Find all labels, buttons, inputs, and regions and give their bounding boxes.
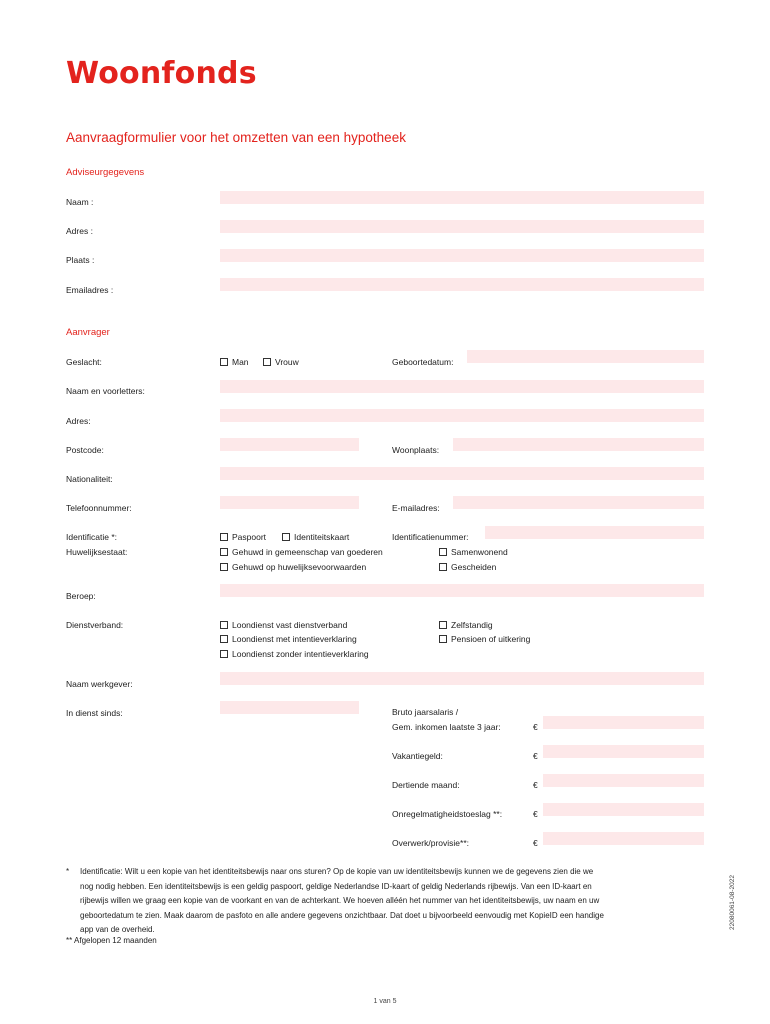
- advisor-city-field[interactable]: [220, 249, 704, 262]
- employment-self-checkbox[interactable]: Zelfstandig: [439, 620, 493, 630]
- phone-field[interactable]: [220, 496, 359, 509]
- overtime-field[interactable]: [543, 832, 704, 845]
- checkbox-icon: [220, 563, 228, 571]
- advisor-email-label: Emailadres :: [66, 285, 114, 295]
- profession-field[interactable]: [220, 584, 704, 597]
- advisor-email-field[interactable]: [220, 278, 704, 291]
- gender-woman-checkbox[interactable]: Vrouw: [263, 357, 299, 367]
- checkbox-icon: [220, 621, 228, 629]
- checkbox-icon: [220, 548, 228, 556]
- checkbox-icon: [439, 621, 447, 629]
- salary-label-line1: Bruto jaarsalaris /: [392, 707, 459, 717]
- form-title: Aanvraagformulier voor het omzetten van een hypotheek: [66, 130, 406, 145]
- fullname-label: Naam en voorletters:: [66, 386, 145, 396]
- address-label: Adres:: [66, 416, 91, 426]
- id-number-field[interactable]: [485, 526, 704, 539]
- employed-since-field[interactable]: [220, 701, 359, 714]
- section-advisor: Adviseurgegevens: [66, 167, 145, 178]
- checkbox-icon: [439, 635, 447, 643]
- footnote-line: app van de overheid.: [80, 925, 155, 934]
- identification-label: Identificatie *:: [66, 532, 118, 542]
- employer-label: Naam werkgever:: [66, 679, 133, 689]
- marital-cohabiting-checkbox[interactable]: Samenwonend: [439, 547, 508, 557]
- fullname-field[interactable]: [220, 380, 704, 393]
- profession-label: Beroep:: [66, 591, 96, 601]
- employer-field[interactable]: [220, 672, 704, 685]
- checkbox-icon: [220, 358, 228, 366]
- checkbox-icon: [220, 650, 228, 658]
- address-field[interactable]: [220, 409, 704, 422]
- employment-label: Dienstverband:: [66, 620, 124, 630]
- thirteenth-month-label: Dertiende maand:: [392, 780, 460, 790]
- employment-with-intent-checkbox[interactable]: Loondienst met intentieverklaring: [220, 634, 357, 644]
- footnote-last-12-months: ** Afgelopen 12 maanden: [66, 936, 157, 945]
- advisor-name-label: Naam :: [66, 197, 94, 207]
- checkbox-icon: [220, 635, 228, 643]
- euro-sign: €: [533, 751, 538, 761]
- salary-label-line2: Gem. inkomen laatste 3 jaar:: [392, 722, 501, 732]
- euro-sign: €: [533, 780, 538, 790]
- postcode-label: Postcode:: [66, 445, 104, 455]
- city-field[interactable]: [453, 438, 704, 451]
- woonfonds-logo: Woonfonds: [66, 56, 257, 91]
- checkbox-icon: [282, 533, 290, 541]
- phone-label: Telefoonnummer:: [66, 503, 132, 513]
- employment-without-intent-checkbox[interactable]: Loondienst zonder intentieverklaring: [220, 649, 369, 659]
- checkbox-icon: [439, 548, 447, 556]
- euro-sign: €: [533, 722, 538, 732]
- page-number: 1 van 5: [373, 998, 397, 1005]
- employment-retired-checkbox[interactable]: Pensioen of uitkering: [439, 634, 530, 644]
- irregular-label: Onregelmatigheidstoeslag **:: [392, 809, 503, 819]
- section-applicant: Aanvrager: [66, 327, 110, 338]
- advisor-address-field[interactable]: [220, 220, 704, 233]
- gender-label: Geslacht:: [66, 357, 102, 367]
- marital-label: Huwelijksestaat:: [66, 547, 128, 557]
- salary-field[interactable]: [543, 716, 704, 729]
- document-code: 22080061-08-2022: [729, 875, 736, 930]
- overtime-label: Overwerk/provisie**:: [392, 838, 469, 848]
- marital-community-checkbox[interactable]: Gehuwd in gemeenschap van goederen: [220, 547, 383, 557]
- nationality-field[interactable]: [220, 467, 704, 480]
- employment-permanent-checkbox[interactable]: Loondienst vast dienstverband: [220, 620, 347, 630]
- checkbox-icon: [263, 358, 271, 366]
- advisor-name-field[interactable]: [220, 191, 704, 204]
- footnote-line: nog nodig hebben. Een identiteitsbewijs is een geldig paspoort, geldige Nederlandse ID-kaart of geldig Nederlands rijbewijs. Van een ID-kaart en: [80, 881, 592, 891]
- euro-sign: €: [533, 838, 538, 848]
- euro-sign: €: [533, 809, 538, 819]
- idcard-checkbox[interactable]: Identiteitskaart: [282, 532, 349, 542]
- id-number-label: Identificatienummer:: [392, 532, 469, 542]
- passport-checkbox[interactable]: Paspoort: [220, 532, 266, 542]
- footnote-star-mark: *: [66, 867, 70, 876]
- footnote-line: rijbewijs willen we graag een kopie van de voorkant en van de achterkant. We hoeven alléén het nummer van het identiteitsbewijs, uw naam en uw: [80, 896, 600, 905]
- employed-since-label: In dienst sinds:: [66, 708, 123, 718]
- advisor-city-label: Plaats :: [66, 255, 95, 265]
- marital-divorced-checkbox[interactable]: Gescheiden: [439, 562, 496, 572]
- footnote-identification: [80, 865, 710, 938]
- postcode-field[interactable]: [220, 438, 359, 451]
- checkbox-icon: [220, 533, 228, 541]
- birthdate-field[interactable]: [467, 350, 704, 363]
- irregular-field[interactable]: [543, 803, 704, 816]
- holiday-pay-field[interactable]: [543, 745, 704, 758]
- marital-prenup-checkbox[interactable]: Gehuwd op huwelijksevoorwaarden: [220, 562, 366, 572]
- email-field[interactable]: [453, 496, 704, 509]
- footnote-line: geboortedatum te zien. Maak daarom de pasfoto en alle andere gegevens onzichtbaar. Dat doet u bijvoorbeeld eenvoudig met KopieID een handige: [80, 910, 604, 920]
- gender-man-checkbox[interactable]: Man: [220, 357, 249, 367]
- footnote-line: Identificatie: Wilt u een kopie van het identiteitsbewijs naar ons sturen? Op de kopie van uw identiteitsbewijs kunnen we de gegevens zien die we: [80, 867, 594, 876]
- birthdate-label: Geboortedatum:: [392, 357, 454, 367]
- checkbox-icon: [439, 563, 447, 571]
- advisor-address-label: Adres :: [66, 226, 93, 236]
- email-label: E-mailadres:: [392, 503, 440, 513]
- thirteenth-month-field[interactable]: [543, 774, 704, 787]
- city-label: Woonplaats:: [392, 445, 440, 455]
- nationality-label: Nationaliteit:: [66, 474, 113, 484]
- holiday-pay-label: Vakantiegeld:: [392, 751, 443, 761]
